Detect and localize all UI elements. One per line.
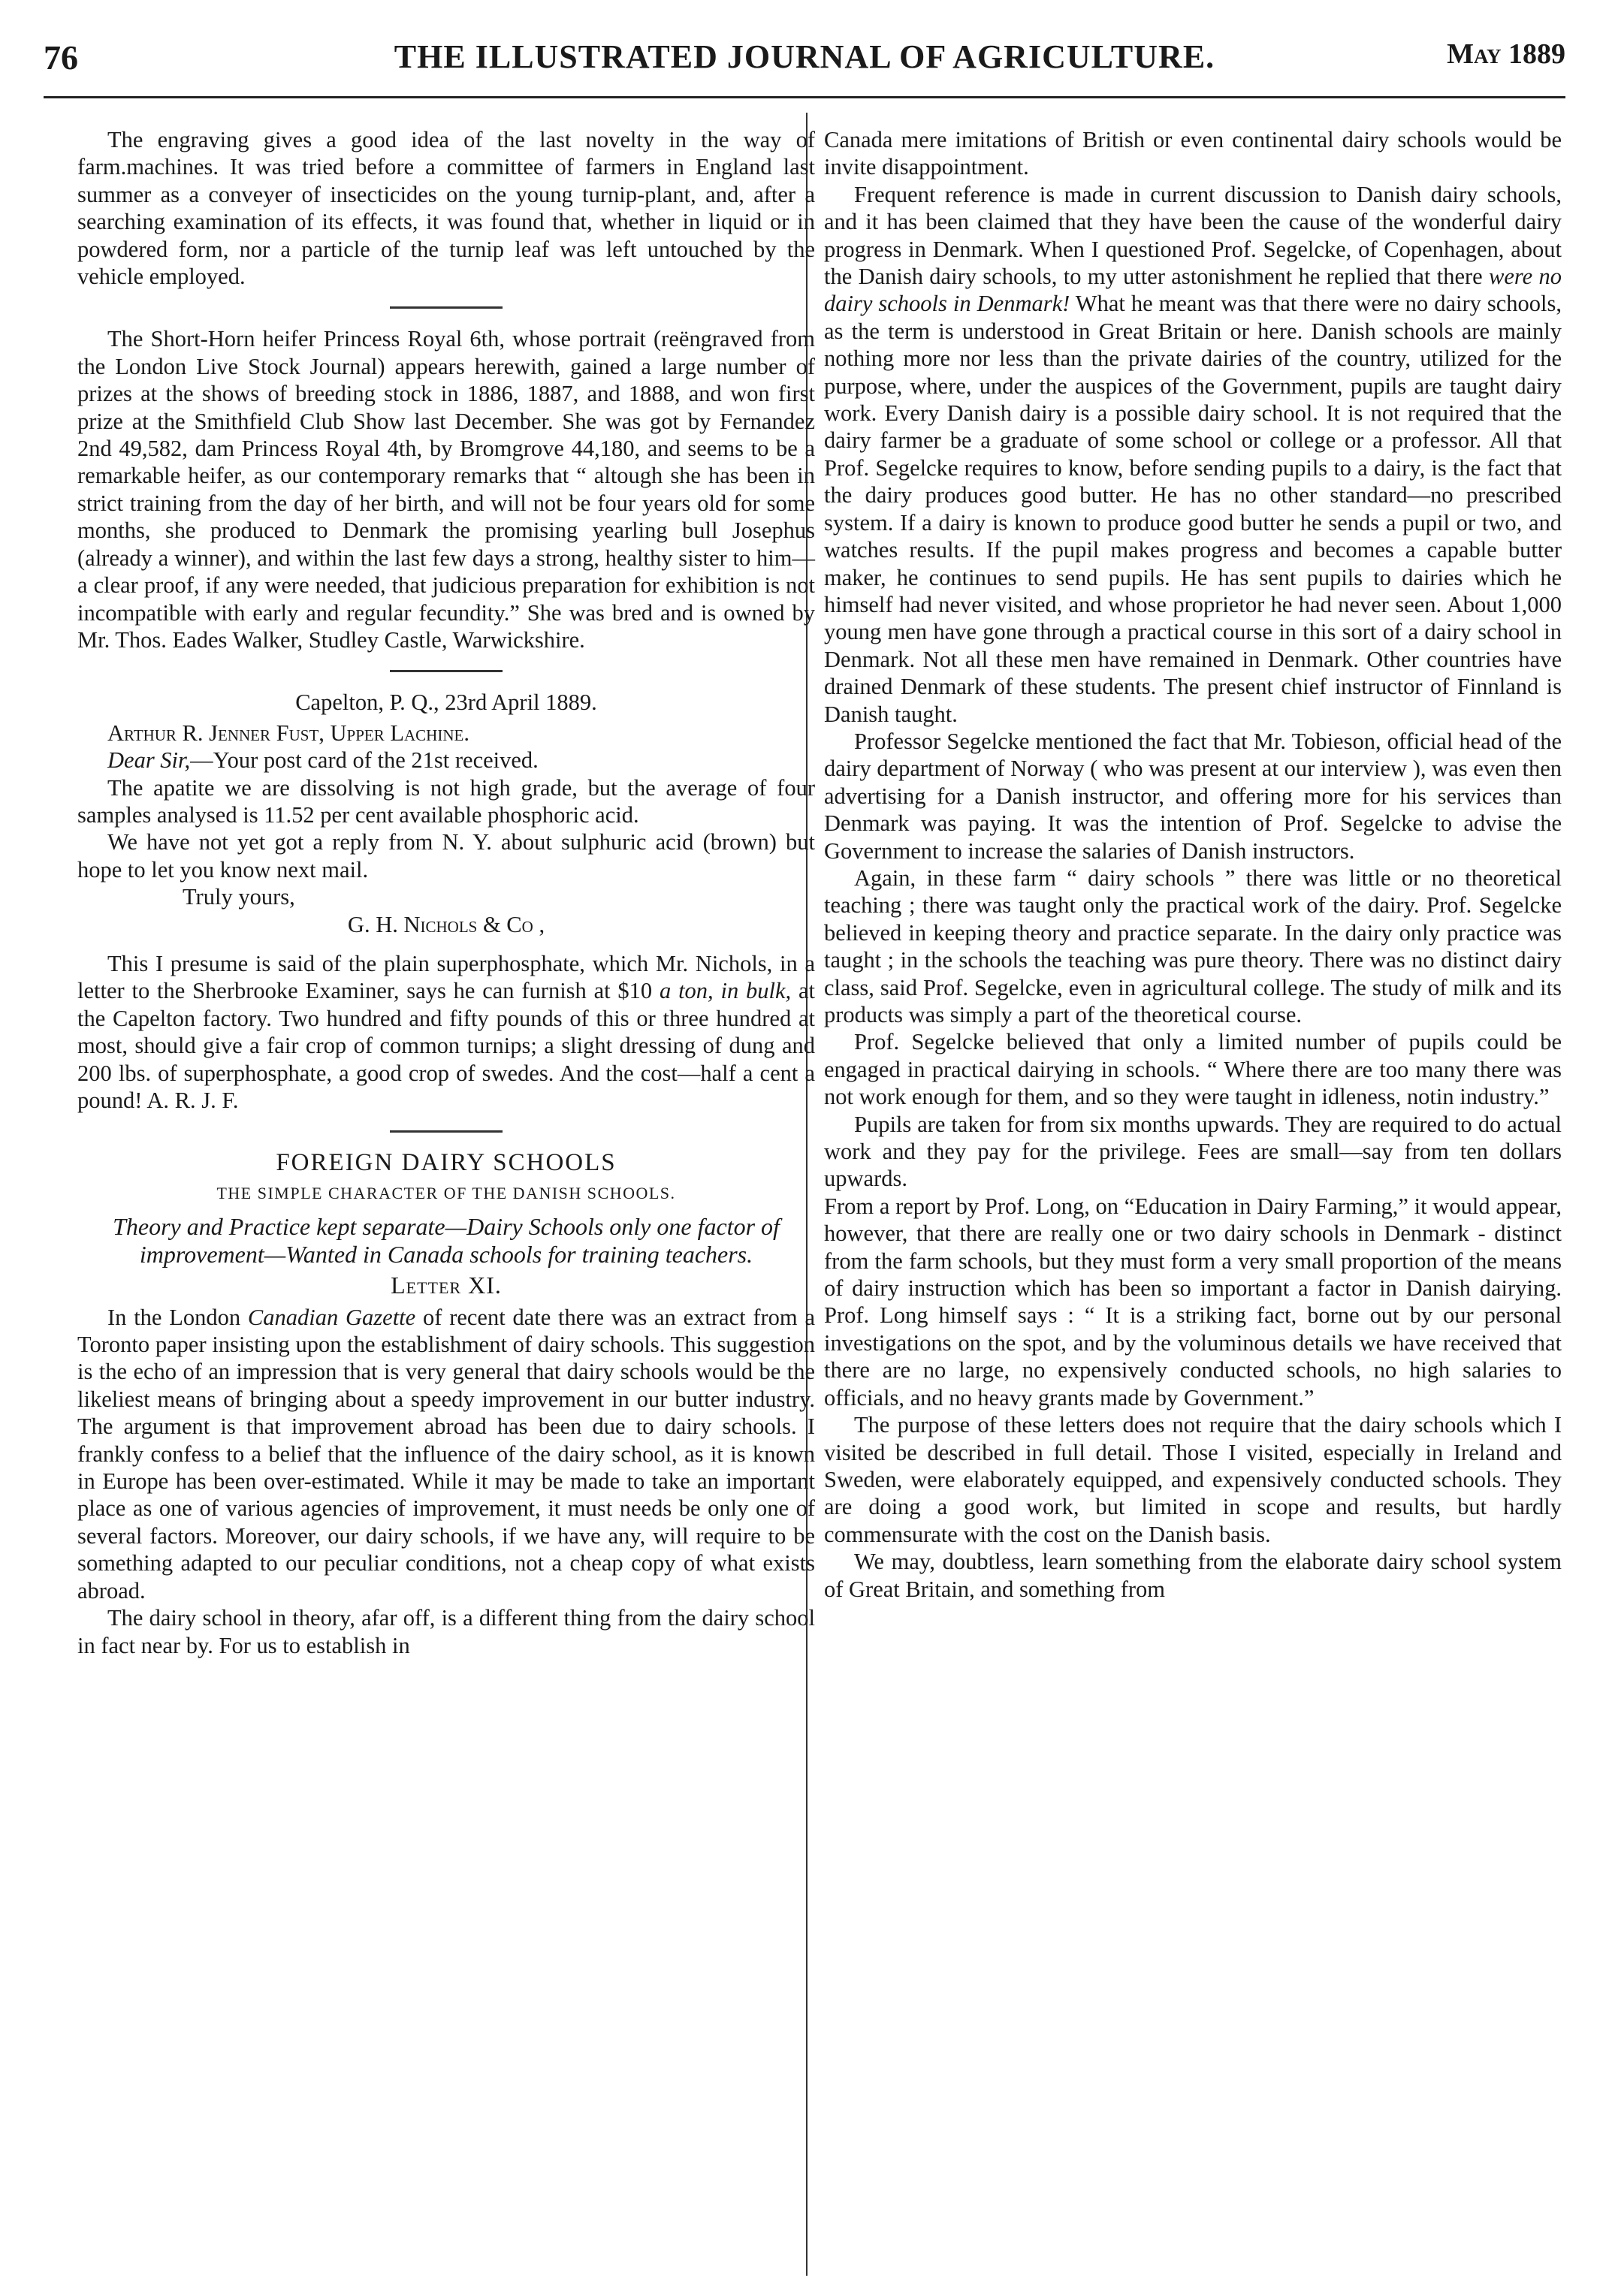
- letter-salutation: Dear Sir,: [107, 747, 191, 774]
- paragraph-prof-long: From a report by Prof. Long, on “Education in Dairy Farming,” it would appear, however, that there are really one or two dairy schools in Denmark - distinct from the farm schools, but they must form a very small proportion of the means of dairy instruction which has been so important a factor in Danish dairying. Prof. Long himself says : “ It is a striking fact, borne out by our personal investigations on the spot, and by the voluminous details we have received that there are no large, no expensively conducted schools, no high salaries to officials, and no heavy grants made by Government.”: [824, 1193, 1562, 1410]
- letter-body-3: We have not yet got a reply from N. Y. about sulphuric acid (brown) but hope to let you know next mail.: [77, 829, 815, 882]
- text-run: at the Capelton factory. Two hundred and fifty pounds of this or three hundred at most, should give a fair crop of common turnips; a slight dressing of dung and 200 lbs. of superphosphate, a good crop of swedes. And the cost—half a cent a pound! A. R. J. F.: [77, 978, 815, 1113]
- paragraph-engraving: The engraving gives a good idea of the last novelty in the way of farm.machines. It was tried before a committee of farmers in England last summer as a conveyer of insecticides on the young turnip-plant, and, after a searching examination of its effects, it was found that, whether in liquid or in powdered form, nor a particle of the turnip leaf was left untouched by the vehicle employed.: [77, 127, 815, 290]
- running-header: [44, 38, 1565, 90]
- letter-body-1: —Your post card of the 21st received.: [190, 747, 539, 774]
- letter-closing: Truly yours,: [183, 884, 295, 910]
- paragraph-dairy-theory: The dairy school in theory, afar off, is a different thing from the dairy school in fact near by. For us to establish in: [77, 1605, 815, 1658]
- header-rule: [44, 96, 1565, 98]
- letter-nichols: [77, 689, 815, 938]
- paragraph-limited-pupils: Prof. Segelcke believed that only a limited number of pupils could be engaged in practical dairying in schools. “ Where there are too many there was not work enough for them, and so they were taught in idleness, notin industry.”: [824, 1029, 1562, 1110]
- paragraph-shorthorn-heifer: The Short-Horn heifer Princess Royal 6th, whose portrait (reëngraved from the London Live Stock Journal) appears herewith, gained a large number of prizes at the shows of breeding stock in 1886, 1887, and 1888, and won first prize at the Smithfield Club Show last December. She was got by Fernandez 2nd 49,582, dam Princess Royal 4th, by Bromgrove 44,180, and seems to be a remarkable heifer, as our contemporary remarks that “ altough she has been in strict training from the day of her birth, and will not be four years old for some months, she produced to Denmark the promising yearling bull Josephus (already a winner), and within the last few days a strong, healthy sister to him—a clear proof, if any were needed, that judicious preparation for exhibition is not incompatible with early and regular fecundity.” She was bred and is owned by Mr. Thos. Eades Walker, Studley Castle, Warwickshire.: [77, 326, 815, 653]
- paragraph-continued: Canada mere imitations of British or even continental dairy schools would be invite disappointment.: [824, 127, 1562, 180]
- issue-date: May 1889: [1447, 38, 1565, 70]
- text-run: What he meant was that there were no dairy schools, as the term is understood in Great Britain or here. Danish schools are mainly nothing more nor less than the private dairies of the country, utilized for the purpose, where, under the auspices of the Government, pupils are taught dairy work. Every Danish dairy is a possible dairy school. It is not required that the dairy farmer be a graduate of some school or college or a professor. All that Prof. Segelcke requires to know, before sending pupils to a dairy, is the fact that the dairy produces good butter. He has no other standard—no prescribed system. If a dairy is known to produce good butter he sends a pupil or two, and watches results. If the pupil makes progress and becomes a capable butter maker, he continues to send pupils. He has sent pupils to dairies which he himself had never visited, and whose proprietor he had never seen. About 1,000 young men have gone through a practical course in this sort of a dairy school in Denmark. Not all these men have remained in Denmark. Other countries have drained Denmark of these students. The present chief instructor of Finnland is Danish taught.: [824, 291, 1562, 727]
- letter-opening: [77, 747, 815, 774]
- emphasis-text: a ton, in bulk,: [660, 978, 792, 1004]
- paragraph-segelcke: [824, 181, 1562, 728]
- paragraph-purpose: The purpose of these letters does not require that the dairy schools which I visited be described in full detail. Those I visited, especially in Ireland and Sweden, were elaborately equipped, and expensively conducted schools. They are doing a good work, but limited in scope and results, but hardly commensurate with the cost on the Danish basis.: [824, 1412, 1562, 1547]
- emphasis-text: were no dairy schools in Denmark!: [824, 264, 1562, 317]
- text-run: In the London: [107, 1304, 248, 1330]
- paragraph-superphosphate: [77, 950, 815, 1114]
- letter-dateline: Capelton, P. Q., 23rd April 1889.: [295, 689, 597, 716]
- section-subheading: THE SIMPLE CHARACTER OF THE DANISH SCHOOLS.: [216, 1183, 676, 1202]
- section-deck: Theory and Practice kept separate—Dairy Schools only one factor of improvement—Wanted in Canada schools for training teachers.: [113, 1213, 780, 1269]
- letter-number: Letter XI.: [391, 1272, 502, 1299]
- section-rule: [390, 306, 503, 309]
- text-run: Frequent reference is made in current discussion to Danish dairy schools, and it has been claimed that they have been the cause of the wonderful dairy progress in Denmark. When I questioned Prof. Segelcke, of Copenhagen, about the Danish dairy schools, to my utter astonishment he replied that there: [824, 181, 1562, 290]
- paragraph-farm-schools: Again, in these farm “ dairy schools ” there was little or no theoretical teaching ; there was taught only the practical work of the dairy. Prof. Segelcke believed in keeping theory and practice separate. In the dairy only practice was taught ; in the schools the teaching was pure theory. There was no distinct dairy class, said Prof. Segelcke, even in agricultural college. The study of milk and its products was simply a part of the theoretical course.: [824, 864, 1562, 1027]
- text-run: of recent date there was an extract from a Toronto paper insisting upon the establishment of dairy schools. This suggestion is the echo of an impression that is very general that dairy schools would be the likeliest means of bringing about a speedy improvement in our butter industry. The argument is that improvement abroad has been due to dairy schools. I frankly confess to a belief that the influence of the dairy school, as it is known in Europe has been over-estimated. While it may be made to take an important place as one of various agencies of improvement, it must needs be only one of several factors. Moreover, our dairy schools, if we have any, will require to be something adapted to our peculiar conditions, not a cheap copy of what exists abroad.: [77, 1304, 815, 1604]
- section-rule: [390, 670, 503, 672]
- letter-body-2: The apatite we are dissolving is not high grade, but the average of four samples analysed is 11.52 per cent available phosphoric acid.: [77, 774, 815, 828]
- paragraph-great-britain: We may, doubtless, learn something from the elaborate dairy school system of Great Britain, and something from: [824, 1549, 1562, 1602]
- text-run: This I presume is said of the plain superphosphate, which Mr. Nichols, in a letter to the Sherbrooke Examiner, says he can furnish at $10: [77, 950, 815, 1004]
- section-heading: FOREIGN DAIRY SCHOOLS: [276, 1149, 617, 1177]
- paragraph-canadian-gazette: [77, 1304, 815, 1604]
- journal-title: THE ILLUSTRATED JOURNAL OF AGRICULTURE.: [394, 38, 1215, 75]
- left-column: [77, 126, 815, 1659]
- paragraph-tobieson: Professor Segelcke mentioned the fact that Mr. Tobieson, official head of the dairy department of Norway ( who was present at our interview ), was even then advertising for a Danish instructor, and offering more for his services than Denmark was paying. It was the intention of Prof. Segelcke to advise the Government to increase the salaries of Danish instructors.: [824, 728, 1562, 864]
- paragraph-pupils-fees: Pupils are taken for from six months upwards. They are required to do actual work and they pay for the privilege. Fees are small—say from ten dollars upwards.: [824, 1111, 1562, 1192]
- page-number: 76: [44, 38, 78, 77]
- section-rule: [390, 1130, 503, 1133]
- right-column: [824, 126, 1562, 1603]
- emphasis-text: Canadian Gazette: [247, 1304, 416, 1330]
- letter-signature: G. H. Nichols & Co ,: [347, 911, 545, 937]
- letter-addressee: Arthur R. Jenner Fust, Upper Lachine.: [107, 720, 469, 746]
